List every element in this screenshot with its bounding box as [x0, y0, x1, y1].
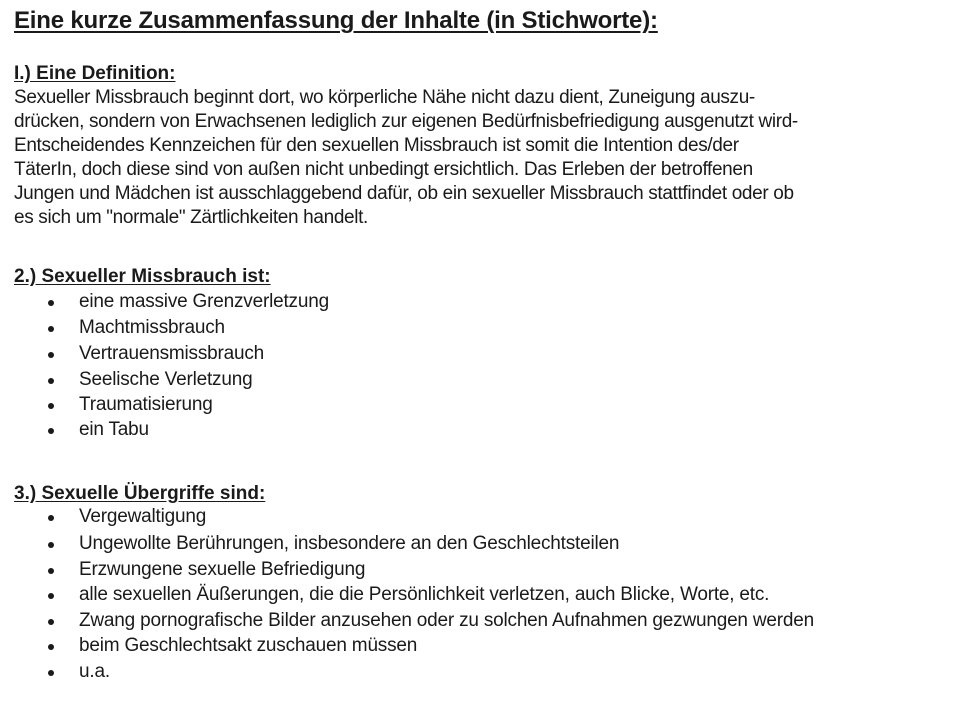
bullet-icon — [48, 428, 54, 434]
definition-line: TäterIn, doch diese sind von außen nicht unbedingt ersichtlich. Das Erleben der betroffenen — [14, 159, 753, 180]
list-item — [14, 368, 944, 394]
list-item — [14, 660, 944, 686]
bullet-icon — [48, 542, 54, 548]
list-item — [14, 418, 944, 444]
bullet-icon — [48, 515, 54, 521]
list-item — [14, 558, 944, 584]
bullet-icon — [48, 644, 54, 650]
list-item-text: u.a. — [79, 661, 110, 682]
section-heading-missbrauch-ist: 2.) Sexueller Missbrauch ist: — [14, 266, 271, 287]
definition-line: Entscheidendes Kennzeichen für den sexuellen Missbrauch ist somit die Intention des/der — [14, 135, 739, 156]
list-item-text: Ungewollte Berührungen, insbesondere an den Geschlechtsteilen — [79, 533, 620, 554]
bullet-icon — [48, 300, 54, 306]
bullet-icon — [48, 568, 54, 574]
section-heading-uebergriffe-sind: 3.) Sexuelle Übergriffe sind: — [14, 483, 266, 504]
definition-line: Jungen und Mädchen ist ausschlaggebend dafür, ob ein sexueller Missbrauch stattfindet oder ob — [14, 183, 794, 204]
list-item — [14, 505, 944, 531]
definition-line: es sich um "normale" Zärtlichkeiten handelt. — [14, 207, 368, 228]
definition-line: drücken, sondern von Erwachsenen lediglich zur eigenen Bedürfnisbefriedigung ausgenutzt wird- — [14, 111, 798, 132]
list-item — [14, 583, 944, 609]
section-heading-definition: I.) Eine Definition: — [14, 63, 176, 84]
bullet-icon — [48, 670, 54, 676]
list-item — [14, 290, 944, 316]
bullet-icon — [48, 403, 54, 409]
bullet-icon — [48, 326, 54, 332]
bullet-icon — [48, 619, 54, 625]
list-item-text: Seelische Verletzung — [79, 369, 253, 390]
list-item-text: Zwang pornografische Bilder anzusehen oder zu solchen Aufnahmen gezwungen werden — [79, 610, 814, 631]
definition-line: Sexueller Missbrauch beginnt dort, wo körperliche Nähe nicht dazu dient, Zuneigung auszu- — [14, 87, 755, 108]
list-item-text: Machtmissbrauch — [79, 317, 225, 338]
list-item — [14, 634, 944, 660]
list-item-text: eine massive Grenzverletzung — [79, 291, 329, 312]
list-item — [14, 532, 944, 558]
bullet-icon — [48, 593, 54, 599]
list-item-text: Vertrauensmissbrauch — [79, 343, 265, 364]
list-item-text: alle sexuellen Äußerungen, die die Persönlichkeit verletzen, auch Blicke, Worte, etc. — [79, 584, 770, 605]
bullet-icon — [48, 352, 54, 358]
list-item — [14, 342, 944, 368]
list-item-text: beim Geschlechtsakt zuschauen müssen — [79, 635, 418, 656]
bullet-icon — [48, 378, 54, 384]
list-item-text: Vergewaltigung — [79, 506, 207, 527]
list-item-text: ein Tabu — [79, 419, 149, 440]
list-item — [14, 393, 944, 419]
document-title: Eine kurze Zusammenfassung der Inhalte (in Stichworte): — [14, 7, 658, 34]
list-item-text: Erzwungene sexuelle Befriedigung — [79, 559, 366, 580]
list-item-text: Traumatisierung — [79, 394, 213, 415]
list-item — [14, 609, 944, 635]
list-item — [14, 316, 944, 342]
